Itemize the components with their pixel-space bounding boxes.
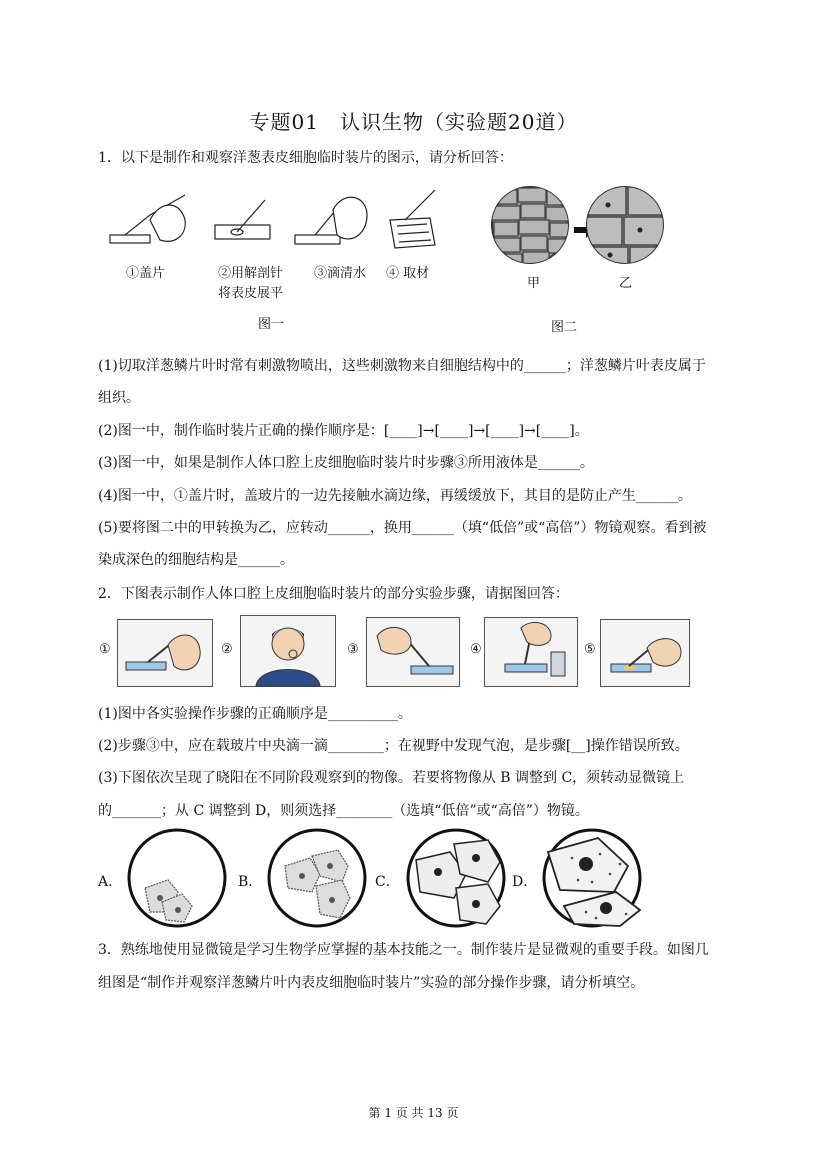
fig1-illustration	[105, 190, 445, 260]
q2-step-1-number: ①	[99, 642, 111, 657]
q1-part1-line1: (1)切取洋葱鳞片叶时常有刺激物喷出，这些刺激物来自细胞结构中的______；洋葱鳞片叶表皮属于	[98, 358, 706, 374]
q1-part3: (3)图一中，如果是制作人体口腔上皮细胞临时装片时步骤③所用液体是______。	[98, 455, 594, 471]
q2-stem: 2．下图表示制作人体口腔上皮细胞临时装片的部分实验步骤，请据图回答：	[98, 586, 569, 602]
q2-step-4-number: ④	[470, 642, 482, 657]
q2-step-1-image	[117, 619, 213, 687]
q1-part2: (2)图一中，制作临时装片正确的操作顺序是：[____]→[____]→[____]→[____]。	[98, 423, 589, 439]
q1-part1-line2: 组织。	[98, 390, 140, 406]
page-title: 专题01 认识生物（实验题20道）	[249, 110, 578, 134]
fig1-step-3-label: ③滴清水	[314, 266, 367, 281]
q2-part2: (2)步骤③中，应在载玻片中央滴一滴________；在视野中发现气泡，是步骤[__]操作错误所致。	[98, 738, 689, 754]
fig2-illustration	[490, 185, 665, 270]
page-footer: 第 1 页 共 13 页	[368, 1106, 459, 1120]
q2-step-3-image	[366, 617, 460, 687]
fig1-step-2-label-line2: 将表皮展平	[218, 286, 284, 301]
q1-part5-line2: 染成深色的细胞结构是______。	[98, 552, 294, 568]
fig2-caption: 图二	[551, 320, 578, 335]
fig1-step-4-label: ④ 取材	[386, 266, 430, 281]
coverslip-drawing	[110, 195, 185, 243]
fig1-caption: 图一	[258, 317, 285, 332]
fig2-label-yi: 乙	[619, 276, 633, 291]
tissue-drawing	[390, 190, 435, 248]
fig1-step-2-label: ②用解剖针	[218, 266, 284, 281]
dropper-drawing	[295, 197, 367, 244]
needle-drawing	[215, 200, 270, 239]
q1-stem: 1．以下是制作和观察洋葱表皮细胞临时装片的图示，请分析回答：	[98, 150, 513, 166]
q2-part3-line1: (3)下图依次呈现了晓阳在不同阶段观察到的物像。若要将物像从 B 调整到 C，须转动显微镜上	[98, 770, 685, 786]
fig1-step-1-label: ①盖片	[126, 266, 166, 281]
q2-step-4-image	[484, 617, 578, 687]
q2-step-2-number: ②	[221, 642, 233, 657]
q3-stem-line1: 3．熟练地使用显微镜是学习生物学应掌握的基本技能之一。制作装片是显微观的重要手段。如图几	[98, 942, 709, 958]
q3-stem-line2: 组图是“制作并观察洋葱鳞片叶内表皮细胞临时装片”实验的部分操作步骤，请分析填空。	[98, 975, 645, 991]
view-label-a: A．	[98, 874, 123, 890]
view-label-b: B．	[238, 874, 263, 890]
q2-step-5-image	[600, 619, 690, 687]
q2-step-5-number: ⑤	[584, 642, 596, 657]
view-label-c: C．	[375, 874, 400, 890]
fig2-label-jia: 甲	[527, 276, 541, 291]
q2-step-3-number: ③	[347, 642, 359, 657]
q1-part4: (4)图一中，①盖片时，盖玻片的一边先接触水滴边缘，再缓缓放下，其目的是防止产生______。	[98, 488, 692, 504]
q2-step-2-image	[240, 615, 336, 687]
q2-part3-line2: 的_______；从 C 调整到 D，则须选择________（选填“低倍”或“高倍”）物镜。	[98, 803, 589, 819]
view-label-d: D．	[512, 874, 538, 890]
q2-part1: (1)图中各实验操作步骤的正确顺序是__________。	[98, 706, 412, 722]
q1-part5-line1: (5)要将图二中的甲转换为乙，应转动______，换用______（填“低倍”或“高倍”）物镜观察。看到被	[98, 520, 707, 536]
microscope-views	[120, 826, 680, 930]
